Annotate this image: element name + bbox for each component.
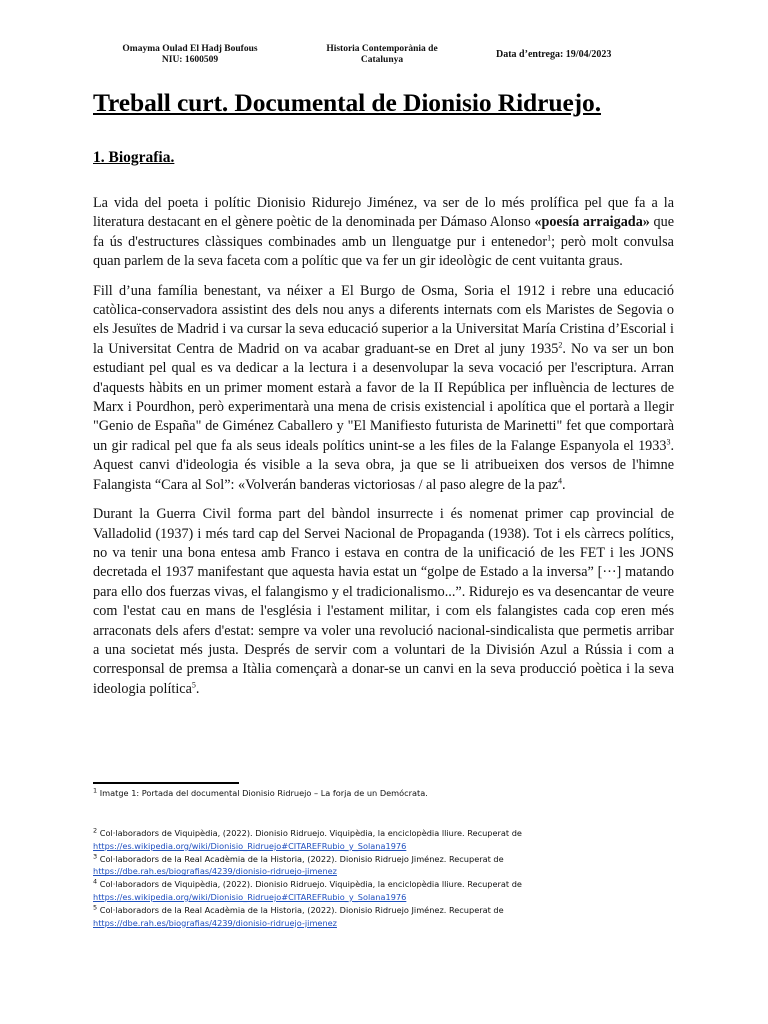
paragraph-1-text-a: La vida del poeta i polític Dionisio Ridurejo Jiménez, va ser de lo més prolífica pel que fa a la literatura destacant en el gènere poètic de la denominada per Dámaso Alonso: [93, 195, 674, 231]
paragraph-3-text-a: Durant la Guerra Civil forma part del bàndol insurrecte i és nomenat primer cap provincial de Valladolid (1937) i més tard cap del Servei Nacional de Propaganda (1938). Tot i els càrrecs polítics, no va tenir una bona entesa amb Franco i estava en contra de la unificació de les FET i les JONS decretada el 1937 manifestant que aquesta havia estat un “golpe de Estado a la inversa” [···] matando para ello dos fuerzas vivas, el falangismo y el tradicionalismo...”. Ridurejo es va desencantar de veure com l'estat cau en mans de l'església i l'estament militar, i com els falangistes cada cop eren més arraconats dels afers d'estat: sempre va voler una revolució nacional-sindicalista que permetis arribar a una societat més justa. Després de servir com a voluntari de la División Azul a Rússia i com a corresponsal de premsa a Itàlia començarà a donar-se un canvi en la seva producció poètica i la seva ideologia política: [93, 506, 674, 697]
body-text: [93, 194, 674, 709]
footnote-5-number: 5: [93, 903, 98, 912]
author-name: Omayma Oulad El Hadj Boufous: [122, 44, 258, 54]
footnote-4-body: Col·laboradors de Viquipèdia, (2022). Dionisio Ridruejo. Viquipèdia, la enciclopèdia lliure. Recuperat de: [97, 879, 522, 890]
footnote-1-text: [93, 787, 673, 800]
footnote-separator: [93, 782, 239, 784]
footnote-ref-1[interactable]: 1: [547, 233, 552, 243]
footnote-2-number: 2: [93, 826, 98, 835]
footnote-5-link[interactable]: https://dbe.rah.es/biografias/4239/dionisio-ridruejo-jimenez: [93, 917, 337, 928]
footnote-4-link[interactable]: https://es.wikipedia.org/wiki/Dionisio_Ridruejo#CITAREFRubio_y_Solana1976: [93, 891, 407, 902]
footnote-4-number: 4: [93, 877, 98, 886]
footnote-ref-5[interactable]: 5: [191, 680, 196, 690]
paragraph-1-text-b: que fa ús d'estructures clàssiques combinades amb un llenguatge pur i entenedor: [93, 214, 674, 250]
footnote-3-link[interactable]: https://dbe.rah.es/biografias/4239/dionisio-ridruejo-jimenez: [93, 866, 337, 877]
footnotes-list: [93, 827, 673, 929]
header-course-block: [290, 44, 474, 66]
paragraph-3: [93, 505, 674, 699]
page-header: [90, 43, 680, 73]
poesia-arraigada-term: «poesía arraigada»: [534, 214, 650, 231]
paragraph-2-text-d: .: [562, 476, 566, 493]
course-name-line2: Catalunya: [360, 55, 404, 65]
footnote-2-body: Col·laboradors de Viquipèdia, (2022). Dionisio Ridruejo. Viquipèdia, la enciclopèdia lliure. Recuperat de: [97, 828, 522, 838]
paragraph-2-text-c: . Aquest canvi d'ideologia és visible a la seva obra, ja que se li atribueixen dos versos de l'himne Falangista “Cara al Sol”: «Volverán banderas victoriosas / al paso alegre de la paz: [93, 437, 674, 493]
footnote-ref-3[interactable]: 3: [666, 437, 671, 447]
footnote-5-text: [93, 904, 673, 917]
footnote-2-text: [93, 827, 673, 840]
footnote-1: [93, 787, 673, 800]
footnote-ref-4[interactable]: 4: [558, 475, 562, 485]
footnote-3-number: 3: [93, 851, 98, 860]
footnote-1-body: Imatge 1: Portada del documental Dionisio Ridruejo – La forja de un Demócrata.: [97, 788, 428, 798]
paragraph-2-text-a: Fill d’una família benestant, va néixer a El Burgo de Osma, Soria el 1912 i rebre una educació catòlica-conservadora assistint des dels nou anys a diferents internats com els Maristes de Segovia o els Jesuïtes de Madrid i va cursar la seva educació superior a la Universitat María Cristina d’Escorial i la Universitat Centra de Madrid on va acabar graduant-se en Dret al juny 1935: [93, 282, 674, 357]
document-title: Treball curt. Documental de Dionisio Ridruejo.: [93, 88, 601, 117]
delivery-date: Data d’entrega: 19/04/2023: [496, 49, 612, 60]
course-name-line1: Historia Contemporània de: [326, 44, 438, 54]
paragraph-2: [93, 282, 674, 495]
footnote-2-link[interactable]: https://es.wikipedia.org/wiki/Dionisio_Ridruejo#CITAREFRubio_y_Solana1976: [93, 840, 407, 851]
footnote-3-body: Col·laboradors de la Real Acadèmia de la Historia, (2022). Dionisio Ridruejo Jiménez. Recuperat de: [97, 853, 504, 864]
footnote-1-number: 1: [93, 786, 98, 795]
section-heading: 1. Biografia.: [93, 149, 175, 166]
paragraph-2-text-b: . No va ser un bon estudiant pel qual es va dedicar a la lectura i a desenvolupar la seva vocació per l'escriptura. Arran d'aquests hàbits en un primer moment estarà a favor de la II República per influència de lectures de Marx i Pourdhon, però experimentarà una mena de crisis existencial i apolítica que el portarà a llegir "Genio de España" de Giménez Caballero y "El Manifiesto futurista de Marinetti" fet que comportarà un gir radical pel que fa als seus ideals polítics unint-se a les files de la Falange Espanyola el 1933: [93, 340, 674, 454]
paragraph-1-text-c: ; però molt convulsa quan parlem de la seva faceta com a polític que va fer un gir ideològic de cent vuitanta graus.: [93, 233, 674, 270]
paragraph-3-text-b: .: [195, 680, 200, 697]
author-niu: NIU: 1600509: [161, 55, 219, 65]
footnote-5-body: Col·laboradors de la Real Acadèmia de la Historia, (2022). Dionisio Ridruejo Jiménez. Recuperat de: [97, 904, 504, 915]
footnote-3-text: [93, 853, 673, 866]
footnote-4-text: [93, 878, 673, 891]
footnote-ref-2[interactable]: 2: [558, 340, 563, 350]
header-author-block: [90, 44, 290, 66]
paragraph-1: [93, 194, 674, 272]
